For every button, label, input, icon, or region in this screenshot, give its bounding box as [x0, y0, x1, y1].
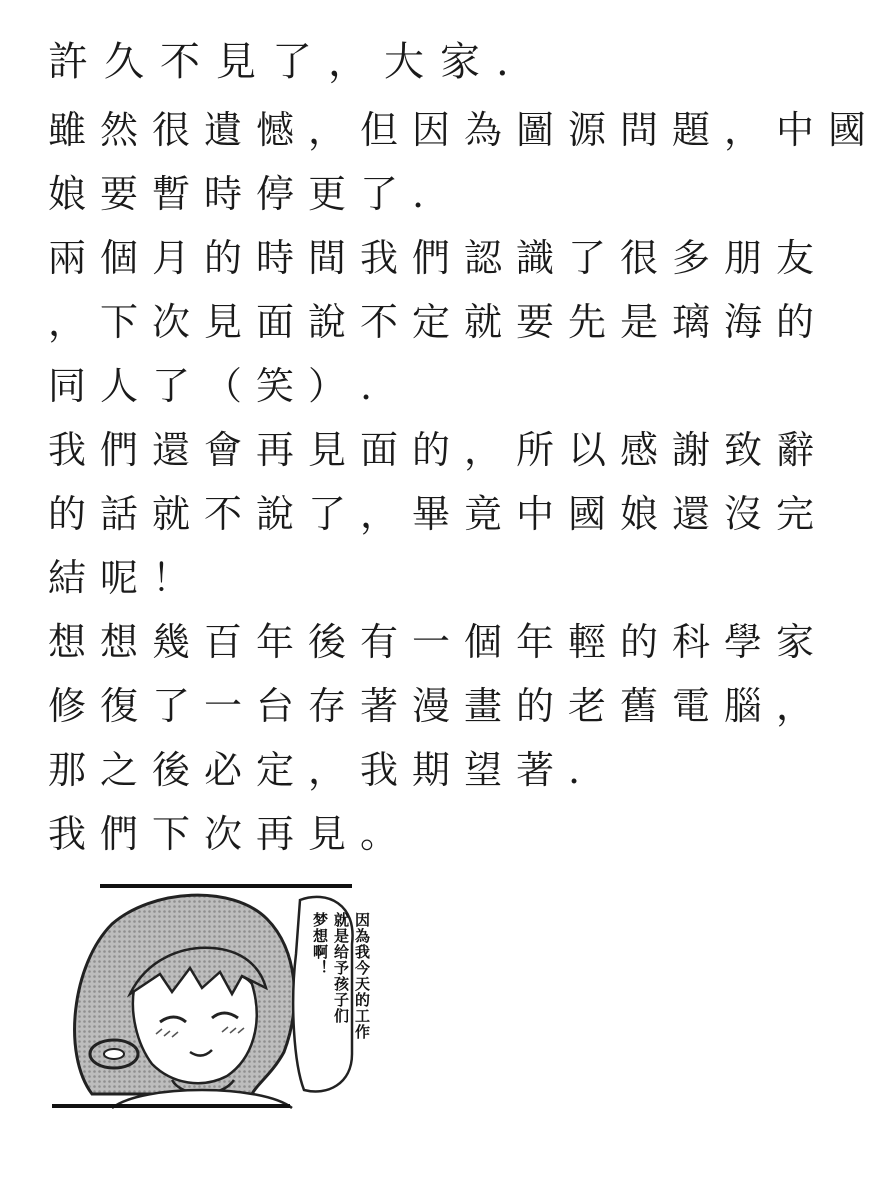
panel-border-top [100, 884, 352, 888]
speech-bubble-text [311, 912, 370, 1082]
bubble-column: 梦想啊！ [311, 912, 329, 976]
letter-line: 許久不見了，大家. [48, 39, 525, 85]
letter-text [48, 30, 880, 866]
bubble-column: 就是给予孩子们 [332, 912, 350, 1024]
letter-line: 結呢！ [48, 556, 205, 600]
letter-line: 的話就不說了，畢竟中國娘還沒完 [48, 492, 829, 536]
letter-line: ，下次見面說不定就要先是璃海的 [48, 300, 829, 344]
letter-line: 修復了一台存著漫畫的老舊電腦， [48, 684, 829, 728]
letter-line: 同人了（笑）. [48, 364, 387, 408]
speech-bubble [298, 894, 378, 1094]
letter-line: 雖然很遺憾，但因為圖源問題，中國 [48, 108, 880, 152]
letter-line: 娘要暫時停更了. [48, 172, 439, 216]
letter-line: 我們還會再見面的，所以感謝致辭 [48, 428, 829, 472]
panel-border-bottom [52, 1104, 290, 1108]
bubble-column: 因為我今天的工作 [353, 912, 371, 1040]
letter-line: 我們下次再見。 [48, 812, 413, 856]
letter-line: 兩個月的時間我們認識了很多朋友 [48, 236, 829, 280]
letter-line: 那之後必定，我期望著. [48, 748, 595, 792]
letter-line: 想想幾百年後有一個年輕的科學家 [48, 620, 829, 664]
manga-panel [52, 884, 371, 1108]
